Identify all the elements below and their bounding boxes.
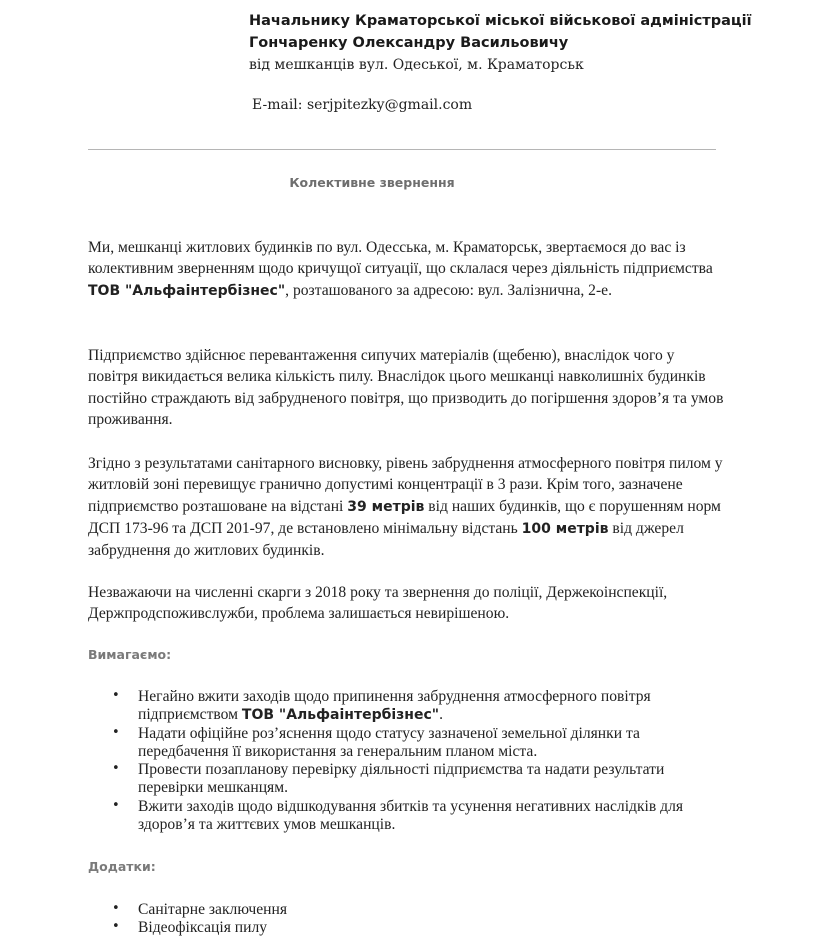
sanitary-text-1: Згідно з результатами санітарного висновку, рівень забруднення атмосферного повітря пилом у житловій зоні перевищує гранично допустимі концентрації в 3 рази. Крім того, зазначене підприємство розташоване на відстані: [88, 455, 723, 515]
bullet-icon: •: [112, 901, 120, 916]
company-name: ТОВ "Альфаінтербізнес": [88, 282, 286, 299]
demand-company-name: ТОВ "Альфаінтербізнес": [241, 707, 440, 724]
sanitary-text-3: від джерел забруднення до житлових будинків.: [88, 519, 684, 560]
attachments-list: [88, 901, 728, 938]
attachment-text: Санітарне заключення: [138, 901, 288, 918]
demand-item: [88, 725, 728, 762]
paragraph-dust: Підприємство здійснює перевантаження сипучих матеріалів (щебеню), внаслідок чого у повітря викидається велика кількість пилу. Внаслідок цього мешканці навколишніх будинків постійно страждають від забрудненого повітря, що призводить до погіршення здоров’я та умов проживання.: [88, 347, 724, 428]
actual-distance: 39 метрів: [347, 498, 425, 515]
attachment-text: Відеофіксація пилу: [138, 919, 268, 937]
intro-text-end: , розташованого за адресою: вул. Залізнична, 2-е.: [285, 281, 612, 299]
demand-1-text-end: .: [439, 706, 443, 724]
letter-header: [249, 10, 809, 76]
paragraph-sanitary: [88, 453, 728, 561]
bullet-icon: •: [112, 688, 120, 703]
paragraph-complaints: Незважаючи на численні скарги з 2018 року та звернення до поліції, Держекоінспекції, Держпродспоживслужби, проблема залишається невирішеною.: [88, 584, 668, 623]
sanitary-text-2: від наших будинків, що є порушенням норм ДСП 173-96 та ДСП 201-97, де встановлено мінімальну відстань: [88, 497, 721, 537]
recipient-title: Начальнику Краматорської міської військової адміністрації: [249, 13, 752, 29]
header-divider: [88, 149, 716, 150]
demand-text: [138, 688, 728, 725]
demands-list: [88, 688, 728, 834]
paragraph-intro: [88, 237, 728, 302]
required-distance: 100 метрів: [521, 520, 609, 537]
demand-text: Провести позапланову перевірку діяльності підприємства та надати результати перевірки мешканцям.: [138, 761, 665, 797]
recipient-name: Гончаренку Олександру Васильовичу: [249, 35, 569, 51]
contact-email: E-mail: serjpitezky@gmail.com: [252, 97, 473, 113]
bullet-icon: •: [112, 919, 120, 935]
attachment-item: [88, 901, 728, 919]
document-title: Колективне звернення: [289, 175, 455, 190]
demands-heading: Вимагаємо:: [88, 647, 172, 662]
demand-1-text-start: Негайно вжити заходів щодо припинення забруднення атмосферного повітря підприємством: [138, 688, 651, 724]
bullet-icon: •: [112, 724, 120, 740]
demand-text: Надати офіційне роз’яснення щодо статусу зазначеної земельної ділянки та передбачення її використання за генеральним планом міста.: [138, 724, 640, 760]
attachment-item: [88, 919, 728, 937]
demand-item: [88, 688, 728, 725]
bullet-icon: •: [112, 761, 120, 777]
attachments-heading: Додатки:: [88, 859, 156, 874]
demand-item: [88, 761, 728, 798]
bullet-icon: •: [112, 797, 120, 813]
intro-text-start: Ми, мешканці житлових будинків по вул. Одесська, м. Краматорськ, звертаємося до вас із колективним зверненням щодо кричущої ситуації, що склалася через діяльність підприємства: [88, 239, 713, 278]
demand-item: [88, 798, 728, 835]
demand-text: Вжити заходів щодо відшкодування збитків та усунення негативних наслідків для здоров’я та життєвих умов мешканців.: [138, 797, 684, 834]
sender-line: від мешканців вул. Одеської, м. Краматорськ: [249, 57, 584, 73]
